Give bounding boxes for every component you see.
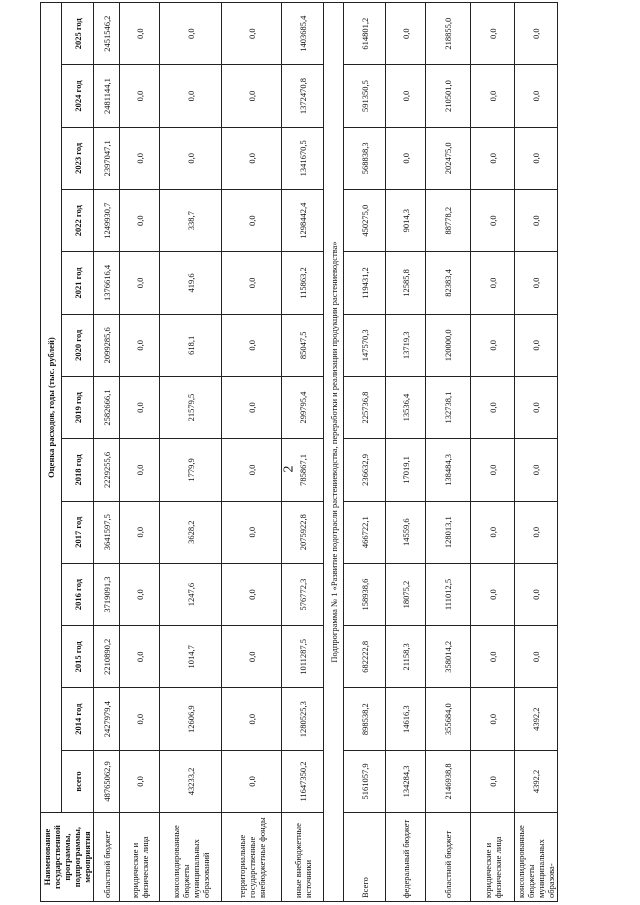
table-cell: 210501,0 <box>426 65 471 127</box>
table-cell: 43233,2 <box>160 750 222 812</box>
table-cell: 682222,8 <box>344 626 386 688</box>
table-cell: 0,0 <box>120 439 160 501</box>
table-cell: 14616,3 <box>386 688 426 750</box>
table-cell: 13719,3 <box>386 314 426 376</box>
table-cell: 0,0 <box>222 688 282 750</box>
table-row <box>386 3 426 902</box>
header-row-group <box>41 3 62 902</box>
table-cell: 3628,2 <box>160 501 222 563</box>
table-cell: 1280525,3 <box>282 688 324 750</box>
table-row <box>222 3 282 902</box>
row-label: областной бюджет <box>94 813 120 902</box>
column-header: 2023 год <box>62 127 94 189</box>
table-cell: 1779,9 <box>160 439 222 501</box>
table-cell: 85047,5 <box>282 314 324 376</box>
table-cell: 0,0 <box>471 65 515 127</box>
name-column-header: Наименование государственной программы, подпрограммы, мероприятия <box>41 813 94 902</box>
table-cell: 0,0 <box>222 501 282 563</box>
table-cell: 1341670,5 <box>282 127 324 189</box>
table-row <box>94 3 120 902</box>
table-cell: 218855,0 <box>426 3 471 65</box>
column-header: 2018 год <box>62 439 94 501</box>
table-cell: 1011287,5 <box>282 626 324 688</box>
table-cell: 0,0 <box>222 252 282 314</box>
table-row <box>344 3 386 902</box>
table-cell: 0,0 <box>515 314 558 376</box>
table-body <box>94 3 558 902</box>
table-cell: 0,0 <box>515 252 558 314</box>
table-cell: 0,0 <box>160 127 222 189</box>
table-cell: 138484,3 <box>426 439 471 501</box>
table-cell: 1298442,4 <box>282 190 324 252</box>
table-cell: 111012,5 <box>426 563 471 625</box>
table-cell: 0,0 <box>222 563 282 625</box>
table-cell: 2075922,8 <box>282 501 324 563</box>
row-label: федеральный бюджет <box>386 813 426 902</box>
table-cell: 0,0 <box>386 65 426 127</box>
table-cell: 0,0 <box>222 127 282 189</box>
column-header: 2014 год <box>62 688 94 750</box>
table-cell: 2146938,8 <box>426 750 471 812</box>
row-label: консолидированные бюджеты муниципальных образований <box>160 813 222 902</box>
table-cell: 3641597,5 <box>94 501 120 563</box>
table-cell: 0,0 <box>222 65 282 127</box>
subprogram-title: Подпрограмма № 1 «Развитие подотрасли растениеводства, переработки и реализации продукции растениеводства» <box>324 3 344 902</box>
row-label: юридические и физические лица <box>471 813 515 902</box>
table-cell: 0,0 <box>386 3 426 65</box>
table-cell: 2451546,2 <box>94 3 120 65</box>
table-cell: 0,0 <box>471 190 515 252</box>
expense-group-header: Оценка расходов, годы (тыс. рублей) <box>41 3 62 813</box>
table-cell: 2582666,1 <box>94 376 120 438</box>
table-cell: 14559,6 <box>386 501 426 563</box>
column-header: 2025 год <box>62 3 94 65</box>
table-cell: 2099285,6 <box>94 314 120 376</box>
table-cell: 202475,0 <box>426 127 471 189</box>
table-cell: 0,0 <box>471 314 515 376</box>
row-label: юридические и физические лица <box>120 813 160 902</box>
table-cell: 450275,0 <box>344 190 386 252</box>
column-header: 2024 год <box>62 65 94 127</box>
table-cell: 21579,5 <box>160 376 222 438</box>
table-cell: 13536,4 <box>386 376 426 438</box>
table-cell: 299795,4 <box>282 376 324 438</box>
table-cell: 0,0 <box>160 65 222 127</box>
column-header: 2017 год <box>62 501 94 563</box>
table-cell: 0,0 <box>120 314 160 376</box>
table-cell: 9014,3 <box>386 190 426 252</box>
table-cell: 0,0 <box>120 252 160 314</box>
header-row-years <box>62 3 94 902</box>
table-cell: 12606,9 <box>160 688 222 750</box>
column-header: 2020 год <box>62 314 94 376</box>
table-cell: 2397047,1 <box>94 127 120 189</box>
table-cell: 0,0 <box>222 439 282 501</box>
table-row <box>160 3 222 902</box>
table-cell: 591350,5 <box>344 65 386 127</box>
table-cell: 0,0 <box>515 127 558 189</box>
table-cell: 618,1 <box>160 314 222 376</box>
table-cell: 0,0 <box>120 376 160 438</box>
table-cell: 0,0 <box>471 127 515 189</box>
table-cell: 2210890,2 <box>94 626 120 688</box>
table-cell: 0,0 <box>515 626 558 688</box>
table-cell: 2229255,6 <box>94 439 120 501</box>
table-cell: 0,0 <box>515 439 558 501</box>
table-cell: 0,0 <box>471 688 515 750</box>
table-row <box>120 3 160 902</box>
table-cell: 0,0 <box>120 501 160 563</box>
table-cell: 4392,2 <box>515 750 558 812</box>
column-header: 2021 год <box>62 252 94 314</box>
table-cell: 0,0 <box>386 127 426 189</box>
table-cell: 0,0 <box>120 65 160 127</box>
table-cell: 358014,2 <box>426 626 471 688</box>
table-cell: 0,0 <box>222 314 282 376</box>
table-cell: 18075,2 <box>386 563 426 625</box>
table-cell: 11647350,2 <box>282 750 324 812</box>
table-cell: 158938,6 <box>344 563 386 625</box>
table-cell: 5161057,9 <box>344 750 386 812</box>
table-cell: 355684,0 <box>426 688 471 750</box>
row-label: территориальные государственные внебюджетные фонды <box>222 813 282 902</box>
table-cell: 0,0 <box>222 750 282 812</box>
table-cell: 898538,2 <box>344 688 386 750</box>
table-cell: 466722,1 <box>344 501 386 563</box>
table-cell: 88778,2 <box>426 190 471 252</box>
column-header: 2019 год <box>62 376 94 438</box>
rotated-table-frame <box>40 2 640 902</box>
table-cell: 1403685,4 <box>282 3 324 65</box>
table-cell: 0,0 <box>120 3 160 65</box>
table-cell: 1247,6 <box>160 563 222 625</box>
table-cell: 0,0 <box>471 252 515 314</box>
row-label: Всего <box>344 813 386 902</box>
table-cell: 0,0 <box>471 439 515 501</box>
table-cell: 0,0 <box>515 3 558 65</box>
table-cell: 119431,2 <box>344 252 386 314</box>
budget-table <box>40 2 558 902</box>
table-cell: 0,0 <box>120 563 160 625</box>
table-cell: 0,0 <box>222 190 282 252</box>
table-cell: 0,0 <box>471 626 515 688</box>
table-cell: 0,0 <box>515 563 558 625</box>
row-label: областной бюджет <box>426 813 471 902</box>
table-cell: 614801,2 <box>344 3 386 65</box>
table-cell: 236632,9 <box>344 439 386 501</box>
row-label: иные внебюджетные источники <box>282 813 324 902</box>
table-cell: 0,0 <box>120 688 160 750</box>
table-cell: 419,6 <box>160 252 222 314</box>
table-cell: 0,0 <box>471 750 515 812</box>
row-label: консолидированные бюджеты муниципальных образова- <box>515 813 558 902</box>
table-cell: 3719091,3 <box>94 563 120 625</box>
table-row <box>515 3 558 902</box>
table-cell: 12585,8 <box>386 252 426 314</box>
table-cell: 1014,7 <box>160 626 222 688</box>
table-cell: 0,0 <box>120 127 160 189</box>
table-row <box>282 3 324 902</box>
table-cell: 0,0 <box>120 750 160 812</box>
page-number: 2 <box>281 465 297 473</box>
table-cell: 2481144,1 <box>94 65 120 127</box>
table-cell: 576772,3 <box>282 563 324 625</box>
table-cell: 82383,4 <box>426 252 471 314</box>
table-cell: 115863,2 <box>282 252 324 314</box>
table-cell: 0,0 <box>515 501 558 563</box>
table-cell: 0,0 <box>515 65 558 127</box>
table-cell: 120000,0 <box>426 314 471 376</box>
table-cell: 134284,3 <box>386 750 426 812</box>
table-cell: 147570,3 <box>344 314 386 376</box>
table-cell: 0,0 <box>160 3 222 65</box>
table-cell: 4392,2 <box>515 688 558 750</box>
table-cell: 0,0 <box>515 376 558 438</box>
table-cell: 0,0 <box>120 190 160 252</box>
column-header: 2022 год <box>62 190 94 252</box>
table-cell: 0,0 <box>222 626 282 688</box>
table-cell: 0,0 <box>471 376 515 438</box>
subprogram-title-row <box>324 3 344 902</box>
table-cell: 225736,8 <box>344 376 386 438</box>
table-cell: 1249930,7 <box>94 190 120 252</box>
table-cell: 21158,3 <box>386 626 426 688</box>
column-header: всего <box>62 750 94 812</box>
table-cell: 2427979,4 <box>94 688 120 750</box>
table-cell: 128013,1 <box>426 501 471 563</box>
table-cell: 17019,1 <box>386 439 426 501</box>
table-cell: 1372470,8 <box>282 65 324 127</box>
table-row <box>426 3 471 902</box>
table-cell: 568838,3 <box>344 127 386 189</box>
table-cell: 0,0 <box>471 3 515 65</box>
table-cell: 48765062,9 <box>94 750 120 812</box>
table-cell: 0,0 <box>471 501 515 563</box>
table-cell: 0,0 <box>222 3 282 65</box>
table-cell: 785867,1 <box>282 439 324 501</box>
table-cell: 0,0 <box>471 563 515 625</box>
table-cell: 0,0 <box>222 376 282 438</box>
table-cell: 1376616,4 <box>94 252 120 314</box>
table-cell: 0,0 <box>515 190 558 252</box>
table-cell: 0,0 <box>120 626 160 688</box>
table-row <box>471 3 515 902</box>
table-cell: 132738,1 <box>426 376 471 438</box>
column-header: 2016 год <box>62 563 94 625</box>
table-cell: 338,7 <box>160 190 222 252</box>
column-header: 2015 год <box>62 626 94 688</box>
